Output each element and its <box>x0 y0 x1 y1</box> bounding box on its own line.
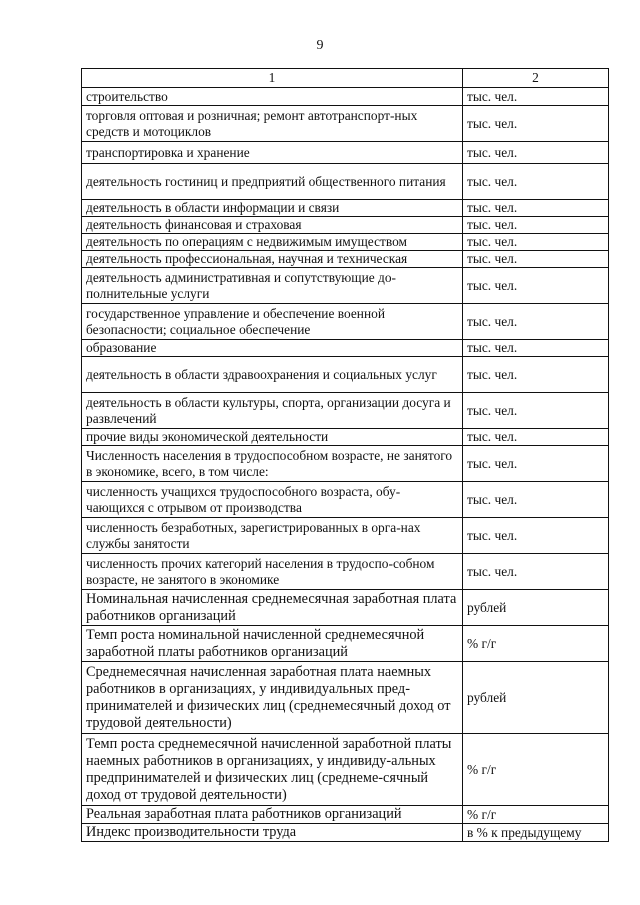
row-unit: % г/г <box>463 734 609 806</box>
table-row <box>82 164 609 200</box>
row-unit: тыс. чел. <box>463 446 609 482</box>
row-label: деятельность в области информации и связи <box>82 200 463 217</box>
row-unit: в % к предыдущему <box>463 824 609 842</box>
table-row <box>82 482 609 518</box>
row-label: торговля оптовая и розничная; ремонт автотранспорт-ных средств и мотоциклов <box>82 106 463 142</box>
table-row <box>82 340 609 357</box>
table-row <box>82 304 609 340</box>
row-unit: тыс. чел. <box>463 393 609 429</box>
row-label: деятельность финансовая и страховая <box>82 217 463 234</box>
table-row <box>82 393 609 429</box>
table-row <box>82 806 609 824</box>
row-unit: тыс. чел. <box>463 554 609 590</box>
row-unit: рублей <box>463 662 609 734</box>
row-unit: тыс. чел. <box>463 200 609 217</box>
row-unit: тыс. чел. <box>463 251 609 268</box>
table-row <box>82 518 609 554</box>
table-row <box>82 429 609 446</box>
row-unit: тыс. чел. <box>463 217 609 234</box>
row-label: Среднемесячная начисленная заработная плата наемных работников в организациях, у индивидуальных пред-принимателей и физических лиц (среднемесячный доход от трудовой деятельности) <box>82 662 463 734</box>
table-row <box>82 626 609 662</box>
column-header-2: 2 <box>463 69 609 88</box>
table-row <box>82 446 609 482</box>
row-unit: % г/г <box>463 806 609 824</box>
row-label: деятельность профессиональная, научная и техническая <box>82 251 463 268</box>
row-label: численность прочих категорий населения в трудоспо-собном возрасте, не занятого в экономике <box>82 554 463 590</box>
row-unit: рублей <box>463 590 609 626</box>
row-label: Темп роста номинальной начисленной среднемесячной заработной платы работников организаций <box>82 626 463 662</box>
row-label: деятельность в области культуры, спорта, организации досуга и развлечений <box>82 393 463 429</box>
row-unit: тыс. чел. <box>463 234 609 251</box>
row-label: Темп роста среднемесячной начисленной заработной платы наемных работников в организациях, у индивиду-альных предпринимателей и физических лиц (среднеме-сячный доход от трудовой деятельности) <box>82 734 463 806</box>
table-header-row <box>82 69 609 88</box>
row-unit: тыс. чел. <box>463 268 609 304</box>
table-row <box>82 88 609 106</box>
table-row <box>82 357 609 393</box>
column-header-1: 1 <box>82 69 463 88</box>
table-row <box>82 824 609 842</box>
row-label: деятельность гостиниц и предприятий общественного питания <box>82 164 463 200</box>
row-label: численность безработных, зарегистрированных в орга-нах службы занятости <box>82 518 463 554</box>
row-unit: % г/г <box>463 626 609 662</box>
row-label: деятельность административная и сопутствующие до-полнительные услуги <box>82 268 463 304</box>
row-label: прочие виды экономической деятельности <box>82 429 463 446</box>
row-unit: тыс. чел. <box>463 142 609 164</box>
row-unit: тыс. чел. <box>463 106 609 142</box>
row-label: Реальная заработная плата работников организаций <box>82 806 463 824</box>
row-unit: тыс. чел. <box>463 429 609 446</box>
table-row <box>82 662 609 734</box>
row-unit: тыс. чел. <box>463 518 609 554</box>
table-row <box>82 217 609 234</box>
row-label: численность учащихся трудоспособного возраста, обу-чающихся с отрывом от производства <box>82 482 463 518</box>
row-label: Численность населения в трудоспособном возрасте, не занятого в экономике, всего, в том числе: <box>82 446 463 482</box>
row-label: деятельность по операциям с недвижимым имуществом <box>82 234 463 251</box>
row-label: транспортировка и хранение <box>82 142 463 164</box>
row-label: образование <box>82 340 463 357</box>
table-row <box>82 268 609 304</box>
row-label: Индекс производительности труда <box>82 824 463 842</box>
table-row <box>82 734 609 806</box>
table-row <box>82 142 609 164</box>
row-label: строительство <box>82 88 463 106</box>
row-unit: тыс. чел. <box>463 164 609 200</box>
page-number: 9 <box>316 38 324 53</box>
table-row <box>82 590 609 626</box>
table-row <box>82 554 609 590</box>
table-row <box>82 106 609 142</box>
table-row <box>82 200 609 217</box>
row-label: Номинальная начисленная среднемесячная заработная плата работников организаций <box>82 590 463 626</box>
row-label: деятельность в области здравоохранения и социальных услуг <box>82 357 463 393</box>
row-unit: тыс. чел. <box>463 357 609 393</box>
row-unit: тыс. чел. <box>463 340 609 357</box>
row-unit: тыс. чел. <box>463 304 609 340</box>
row-label: государственное управление и обеспечение военной безопасности; социальное обеспечение <box>82 304 463 340</box>
indicators-table <box>81 68 609 842</box>
row-unit: тыс. чел. <box>463 88 609 106</box>
table-row <box>82 251 609 268</box>
table-row <box>82 234 609 251</box>
row-unit: тыс. чел. <box>463 482 609 518</box>
